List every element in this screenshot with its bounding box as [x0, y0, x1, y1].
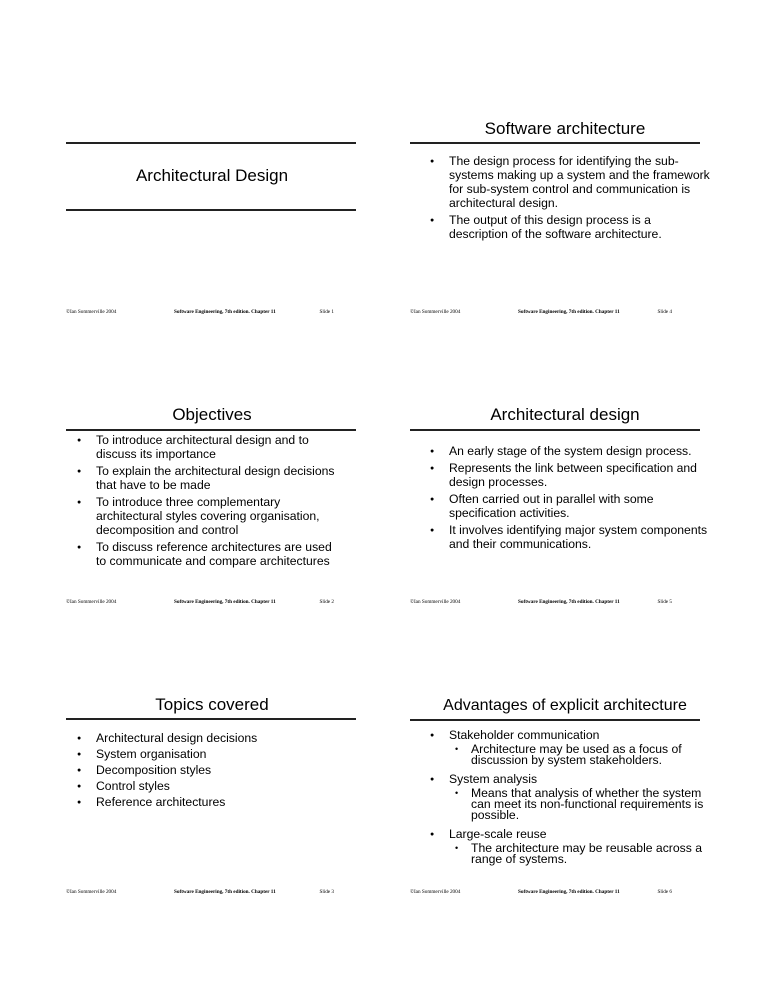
bullet-item [428, 728, 710, 766]
bullet-item: ● Architectural design decisions [75, 731, 345, 745]
footer-slide-number: Slide 4 [657, 309, 672, 315]
bullet-item: ● The output of this design process is a description of the software architecture. [428, 213, 710, 241]
bullet-item: ● Often carried out in parallel with some specification activities. [428, 492, 710, 520]
sub-bullet-item: • Architecture may be used as a focus of discussion by system stakeholders. [449, 744, 710, 766]
footer-book: Software Engineering, 7th edition. Chapter 11 [174, 599, 276, 605]
footer-slide-number: Slide 2 [319, 599, 334, 605]
slide-3 [66, 670, 376, 906]
bullet-list [428, 154, 710, 244]
slide-title: Architectural Design [135, 166, 289, 185]
sub-bullet-item: • Means that analysis of whether the system can meet its non-functional requirements is possible. [449, 788, 710, 821]
slide-4 [410, 90, 720, 326]
footer-copyright: ©Ian Sommerville 2004 [66, 889, 117, 895]
footer-book: Software Engineering, 7th edition. Chapter 11 [518, 309, 620, 315]
title-rule [410, 719, 700, 721]
bullet-text: Stakeholder communication [449, 728, 600, 742]
footer-book: Software Engineering, 7th edition. Chapter 11 [518, 889, 620, 895]
title-rule [410, 142, 700, 144]
title-rule [66, 429, 356, 431]
bullet-item: ● To discuss reference architectures are used to communicate and compare architectures [75, 540, 345, 568]
footer-copyright: ©Ian Sommerville 2004 [410, 309, 461, 315]
footer-copyright: ©Ian Sommerville 2004 [66, 599, 117, 605]
footer-slide-number: Slide 6 [657, 889, 672, 895]
slide-title: Software architecture [484, 119, 646, 138]
slide-title: Advantages of explicit architecture [443, 697, 687, 714]
footer-copyright: ©Ian Sommerville 2004 [410, 599, 461, 605]
footer-slide-number: Slide 5 [657, 599, 672, 605]
footer-copyright: ©Ian Sommerville 2004 [66, 309, 117, 315]
footer-book: Software Engineering, 7th edition. Chapter 11 [518, 599, 620, 605]
bullet-item: ● Represents the link between specification and design processes. [428, 461, 710, 489]
footer-book: Software Engineering, 7th edition. Chapter 11 [174, 889, 276, 895]
bullet-item [428, 827, 710, 865]
footer-slide-number: Slide 1 [319, 309, 334, 315]
bullet-item: ● Reference architectures [75, 795, 345, 809]
slide-6 [410, 670, 720, 906]
bullet-item: ● The design process for identifying the sub-systems making up a system and the framework for sub-system control and communication is architectural design. [428, 154, 710, 210]
bullet-item: ● To explain the architectural design decisions that have to be made [75, 464, 345, 492]
bullet-item: ● Control styles [75, 779, 345, 793]
bullet-text: Large-scale reuse [449, 827, 547, 841]
bullet-item: ● To introduce three complementary architectural styles covering organisation, decomposition and control [75, 495, 345, 537]
bullet-text: System analysis [449, 772, 538, 786]
bullet-list [75, 433, 345, 571]
bullet-item: ● System organisation [75, 747, 345, 761]
slide-title: Topics covered [155, 695, 269, 714]
bullet-list [428, 728, 710, 871]
sub-bullet-list [449, 744, 710, 766]
bullet-item: ● An early stage of the system design process. [428, 444, 710, 458]
slide-1 [66, 90, 376, 326]
slide-title: Objectives [172, 405, 252, 424]
sub-bullet-list [449, 788, 710, 821]
bullet-item: ● Decomposition styles [75, 763, 345, 777]
footer-copyright: ©Ian Sommerville 2004 [410, 889, 461, 895]
bullet-item [428, 772, 710, 821]
bullet-list [75, 731, 345, 811]
title-rule-top [66, 142, 356, 144]
bullet-item: ● It involves identifying major system components and their communications. [428, 523, 710, 551]
bullet-item: ● To introduce architectural design and to discuss its importance [75, 433, 345, 461]
title-rule [66, 718, 356, 720]
footer-book: Software Engineering, 7th edition. Chapter 11 [174, 309, 276, 315]
title-rule [410, 429, 700, 431]
slide-title: Architectural design [490, 405, 640, 424]
sub-bullet-item: • The architecture may be reusable across a range of systems. [449, 843, 710, 865]
bullet-list [428, 444, 710, 554]
slide-5 [410, 380, 720, 616]
slide-2 [66, 380, 376, 616]
footer-slide-number: Slide 3 [319, 889, 334, 895]
sub-bullet-list [449, 843, 710, 865]
title-rule-bottom [66, 209, 356, 211]
